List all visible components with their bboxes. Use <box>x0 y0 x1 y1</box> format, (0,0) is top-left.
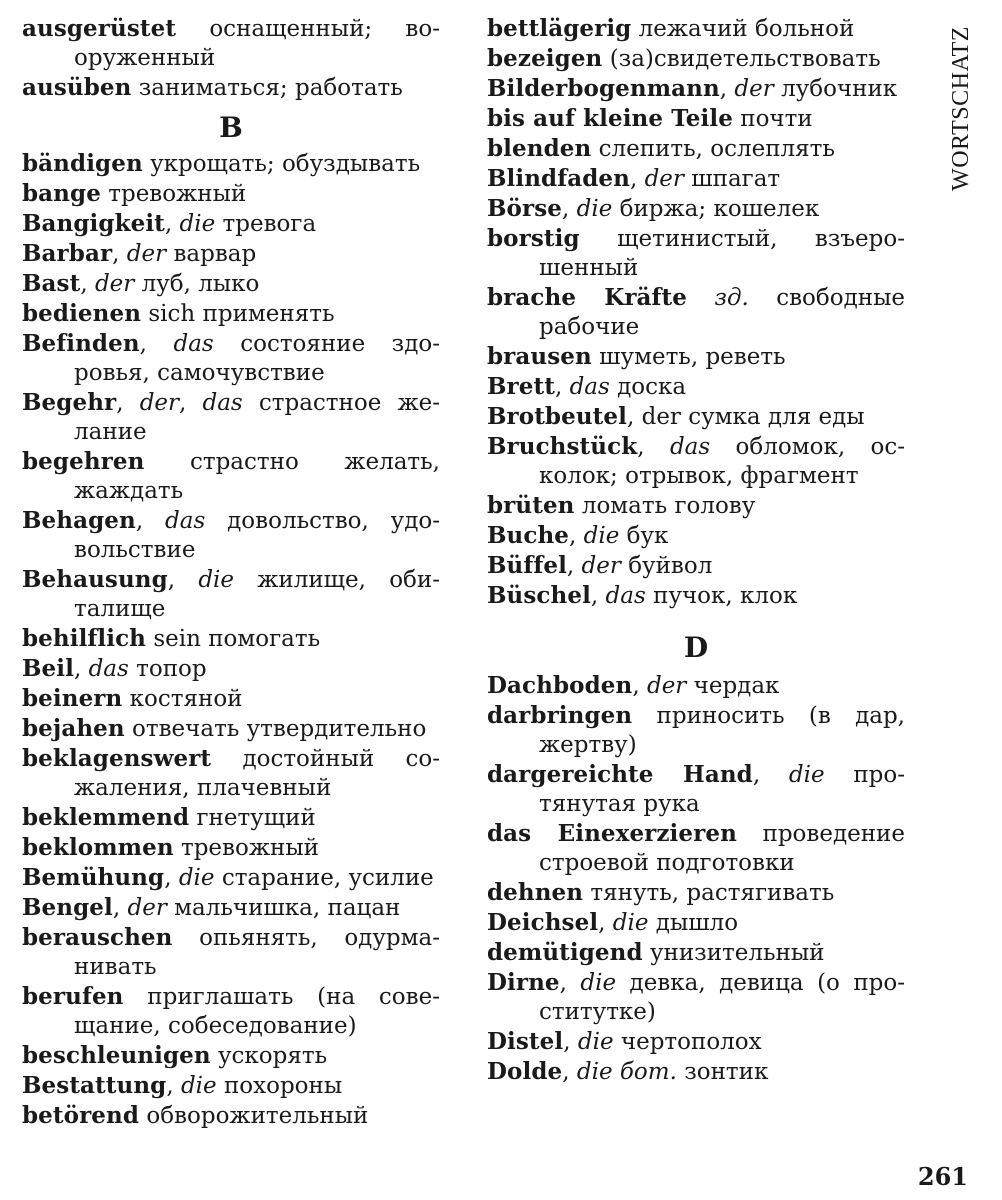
headword: beklemmend <box>22 804 190 831</box>
headword: Buche <box>487 522 570 549</box>
headword: berauschen <box>22 924 173 951</box>
headword: bettlägerig <box>487 15 632 42</box>
glossary-entry <box>22 299 440 329</box>
grammar-note: das <box>165 508 206 534</box>
headword: Beil <box>22 655 74 682</box>
translation: , <box>561 196 577 222</box>
glossary-entry <box>487 701 905 760</box>
glossary-entry <box>22 149 440 179</box>
translation: , <box>752 762 789 788</box>
headword: Barbar <box>22 240 113 267</box>
headword: borstig <box>487 225 580 252</box>
translation: отвечать утвердительно <box>124 716 427 742</box>
headword: bejahen <box>22 715 125 742</box>
translation: , <box>112 241 127 267</box>
glossary-entry <box>487 432 905 491</box>
glossary-entry <box>487 104 905 134</box>
glossary-entry <box>487 581 905 611</box>
translation: , <box>554 374 570 400</box>
grammar-note: die <box>180 1073 217 1099</box>
translation: опьянять, одурманивать <box>74 925 440 980</box>
translation: , <box>566 553 582 579</box>
headword: bändigen <box>22 150 143 177</box>
grammar-note: das <box>173 331 214 357</box>
grammar-note: das <box>88 656 129 682</box>
translation: , <box>139 331 174 357</box>
headword: Deichsel <box>487 909 599 936</box>
translation: , <box>719 76 735 102</box>
translation: , <box>590 583 606 609</box>
glossary-entry <box>22 1101 440 1131</box>
grammar-note: der <box>646 673 687 699</box>
translation: костяной <box>122 686 243 712</box>
translation: состояние здоровья, самочувствие <box>74 331 441 386</box>
grammar-note: das <box>669 434 711 460</box>
translation: варвар <box>166 241 257 267</box>
headword: Bangigkeit <box>22 210 165 237</box>
headword: Bestattung <box>22 1072 167 1099</box>
translation: лежачий больной <box>631 16 855 42</box>
translation: буйвол <box>620 553 713 579</box>
translation: , <box>637 434 670 460</box>
glossary-entry <box>487 44 905 74</box>
headword: beinern <box>22 685 123 712</box>
glossary-entry <box>487 521 905 551</box>
headword: berufen <box>22 983 124 1010</box>
translation: приносить (в дар, жертву) <box>539 703 905 758</box>
translation: страстное желание <box>74 390 440 445</box>
glossary-entry <box>487 491 905 521</box>
headword: bis auf kleine Teile <box>487 105 733 132</box>
headword: Büffel <box>487 552 567 579</box>
headword: demütigend <box>487 939 643 966</box>
translation: , <box>167 567 199 593</box>
translation: чердак <box>686 673 780 699</box>
translation: укрощать; обуздывать <box>142 151 421 177</box>
translation: , <box>73 656 89 682</box>
headword: brüten <box>487 492 575 519</box>
grammar-note: der <box>127 895 167 921</box>
translation: дышло <box>648 910 739 936</box>
glossary-entry <box>22 982 440 1041</box>
grammar-note: das <box>569 374 610 400</box>
translation: луб, лыко <box>134 271 260 297</box>
headword: Behausung <box>22 566 168 593</box>
translation: чертополох <box>613 1029 762 1055</box>
grammar-note: зд. <box>714 285 749 311</box>
grammar-note: die <box>788 762 825 788</box>
translation: , <box>559 970 581 996</box>
glossary-entry <box>22 447 440 506</box>
translation: старание, усилие <box>214 865 434 891</box>
translation: лубочник <box>773 76 898 102</box>
glossary-entry <box>487 819 905 878</box>
headword: Blindfaden <box>487 165 630 192</box>
headword: Behagen <box>22 507 136 534</box>
headword: Dachboden <box>487 672 633 699</box>
glossary-entry <box>22 388 440 447</box>
translation: тянуть, растягивать <box>583 880 835 906</box>
translation: , <box>135 508 166 534</box>
translation: похороны <box>216 1073 343 1099</box>
glossary-entry <box>22 684 440 714</box>
glossary-entry <box>22 506 440 565</box>
headword: behilflich <box>22 625 147 652</box>
grammar-note: das <box>605 583 646 609</box>
glossary-entry <box>22 14 440 73</box>
headword: beschleunigen <box>22 1042 211 1069</box>
translation: , <box>179 390 203 416</box>
translation: , <box>112 895 128 921</box>
headword: ausüben <box>22 74 132 101</box>
glossary-entry <box>22 209 440 239</box>
translation: достойный сожаления, плачевный <box>74 746 440 801</box>
left-column <box>22 14 440 1131</box>
headword: Bengel <box>22 894 113 921</box>
grammar-note: die <box>179 211 216 237</box>
grammar-note: der <box>734 76 774 102</box>
grammar-note: der <box>94 271 135 297</box>
translation: , <box>80 271 95 297</box>
glossary-entry <box>487 283 905 342</box>
section-letter: D <box>683 631 709 664</box>
grammar-note: die бот. <box>576 1059 677 1085</box>
headword: ausgerüstet <box>22 15 177 42</box>
grammar-note: die <box>612 910 649 936</box>
translation: свободные рабочие <box>539 285 906 340</box>
headword: Begehr <box>22 389 117 416</box>
translation: зонтик <box>676 1059 769 1085</box>
headword: brausen <box>487 343 592 370</box>
translation: , der сумка для еды <box>626 404 865 430</box>
headword: Bemühung <box>22 864 165 891</box>
glossary-entry <box>487 14 905 44</box>
translation: доска <box>609 374 687 400</box>
translation: тревожный <box>173 835 319 861</box>
grammar-note: das <box>202 390 243 416</box>
translation: бук <box>619 523 669 549</box>
glossary-entry <box>487 878 905 908</box>
page-number: 261 <box>917 1162 968 1191</box>
glossary-entry <box>487 342 905 372</box>
headword: beklagenswert <box>22 745 212 772</box>
translation: унизительный <box>642 940 825 966</box>
translation: шуметь, реветь <box>591 344 786 370</box>
translation <box>687 285 714 311</box>
translation: шпагат <box>683 166 781 192</box>
glossary-entry <box>22 654 440 684</box>
translation: sich применять <box>141 301 335 327</box>
grammar-note: die <box>178 865 215 891</box>
headword: Börse <box>487 195 562 222</box>
translation: sein помогать <box>146 626 321 652</box>
translation: оснащенный; вооруженный <box>74 16 440 71</box>
translation: , <box>164 865 179 891</box>
glossary-entry <box>22 833 440 863</box>
translation: довольство, удовольствие <box>74 508 440 563</box>
translation: гнетущий <box>189 805 316 831</box>
glossary-entry <box>22 744 440 803</box>
grammar-note: die <box>577 1029 614 1055</box>
translation: заниматься; работать <box>131 75 403 101</box>
section-letter: B <box>219 111 243 144</box>
headword: dargereichte Hand <box>487 761 753 788</box>
grammar-note: der <box>139 390 180 416</box>
glossary-entry <box>22 923 440 982</box>
headword: Büschel <box>487 582 591 609</box>
glossary-entry <box>22 893 440 923</box>
translation: тревога <box>215 211 317 237</box>
translation: протянутая рука <box>539 762 906 817</box>
translation: щетинистый, взъерошенный <box>539 226 905 281</box>
translation: почти <box>732 106 813 132</box>
glossary-entry <box>22 1071 440 1101</box>
glossary-entry <box>22 714 440 744</box>
translation: мальчишка, пацан <box>166 895 401 921</box>
glossary-entry <box>487 134 905 164</box>
grammar-note: die <box>198 567 235 593</box>
glossary-entry <box>487 1057 905 1087</box>
headword: Dolde <box>487 1058 563 1085</box>
grammar-note: die <box>580 970 617 996</box>
glossary-entry <box>487 372 905 402</box>
glossary-entry <box>487 908 905 938</box>
glossary-entry <box>22 239 440 269</box>
right-column <box>487 14 905 1087</box>
headword: dehnen <box>487 879 584 906</box>
translation: приглашать (на совещание, собеседование) <box>74 984 440 1039</box>
translation: пучок, клок <box>645 583 798 609</box>
translation: проведение строевой подготовки <box>539 821 905 876</box>
headword: beklommen <box>22 834 174 861</box>
translation: , <box>166 1073 181 1099</box>
translation: , <box>569 523 584 549</box>
glossary-entry <box>22 565 440 624</box>
glossary-entry <box>487 671 905 701</box>
glossary-entry <box>22 73 440 103</box>
grammar-note: der <box>581 553 621 579</box>
translation: девка, девица (о проститутке) <box>539 970 906 1025</box>
running-header <box>944 20 978 196</box>
headword: darbringen <box>487 702 633 729</box>
translation: , <box>164 211 180 237</box>
glossary-entry <box>487 194 905 224</box>
headword: Brett <box>487 373 555 400</box>
glossary-entry <box>487 224 905 283</box>
headword: betörend <box>22 1102 140 1129</box>
translation: , <box>562 1059 577 1085</box>
headword: begehren <box>22 448 145 475</box>
translation: (за)свидетельствовать <box>602 46 881 72</box>
glossary-entry <box>487 938 905 968</box>
translation: слепить, ослеплять <box>591 136 835 162</box>
glossary-entry <box>22 803 440 833</box>
glossary-entry <box>487 164 905 194</box>
translation: , <box>598 910 613 936</box>
glossary-entry <box>487 74 905 104</box>
running-header-text: WORTSCHATZ <box>947 25 974 191</box>
headword: Distel <box>487 1028 564 1055</box>
translation: топор <box>128 656 207 682</box>
headword: brache Kräfte <box>487 284 688 311</box>
grammar-note: der <box>644 166 684 192</box>
translation: , <box>563 1029 578 1055</box>
translation: биржа; кошелек <box>612 196 820 222</box>
headword: blenden <box>487 135 592 162</box>
headword: Brotbeutel <box>487 403 627 430</box>
glossary-entry <box>22 329 440 388</box>
translation: , <box>116 390 140 416</box>
headword: Bruchstück <box>487 433 638 460</box>
translation: тревожный <box>100 181 247 207</box>
translation: обворожительный <box>139 1103 369 1129</box>
translation: страстно желать, жаждать <box>74 449 440 504</box>
translation: ускорять <box>210 1043 328 1069</box>
glossary-entry <box>487 402 905 432</box>
headword: Bast <box>22 270 81 297</box>
grammar-note: die <box>583 523 620 549</box>
glossary-entry <box>22 179 440 209</box>
headword: bezeigen <box>487 45 603 72</box>
headword: bedienen <box>22 300 142 327</box>
glossary-entry <box>22 269 440 299</box>
headword: Dirne <box>487 969 560 996</box>
grammar-note: der <box>126 241 167 267</box>
grammar-note: die <box>576 196 613 222</box>
translation: обломок, осколок; отрывок, фрагмент <box>539 434 905 489</box>
glossary-entry <box>487 1027 905 1057</box>
glossary-entry <box>22 1041 440 1071</box>
headword: das Einexerzieren <box>487 820 737 847</box>
glossary-entry <box>487 760 905 819</box>
translation: жилище, обиталище <box>74 567 440 622</box>
headword: Bilderbogenmann <box>487 75 720 102</box>
glossary-entry <box>487 968 905 1027</box>
glossary-entry <box>22 863 440 893</box>
translation: , <box>632 673 647 699</box>
headword: bange <box>22 180 101 207</box>
translation: , <box>629 166 645 192</box>
glossary-entry <box>22 624 440 654</box>
glossary-entry <box>487 551 905 581</box>
translation: ломать голову <box>574 493 756 519</box>
headword: Befinden <box>22 330 140 357</box>
